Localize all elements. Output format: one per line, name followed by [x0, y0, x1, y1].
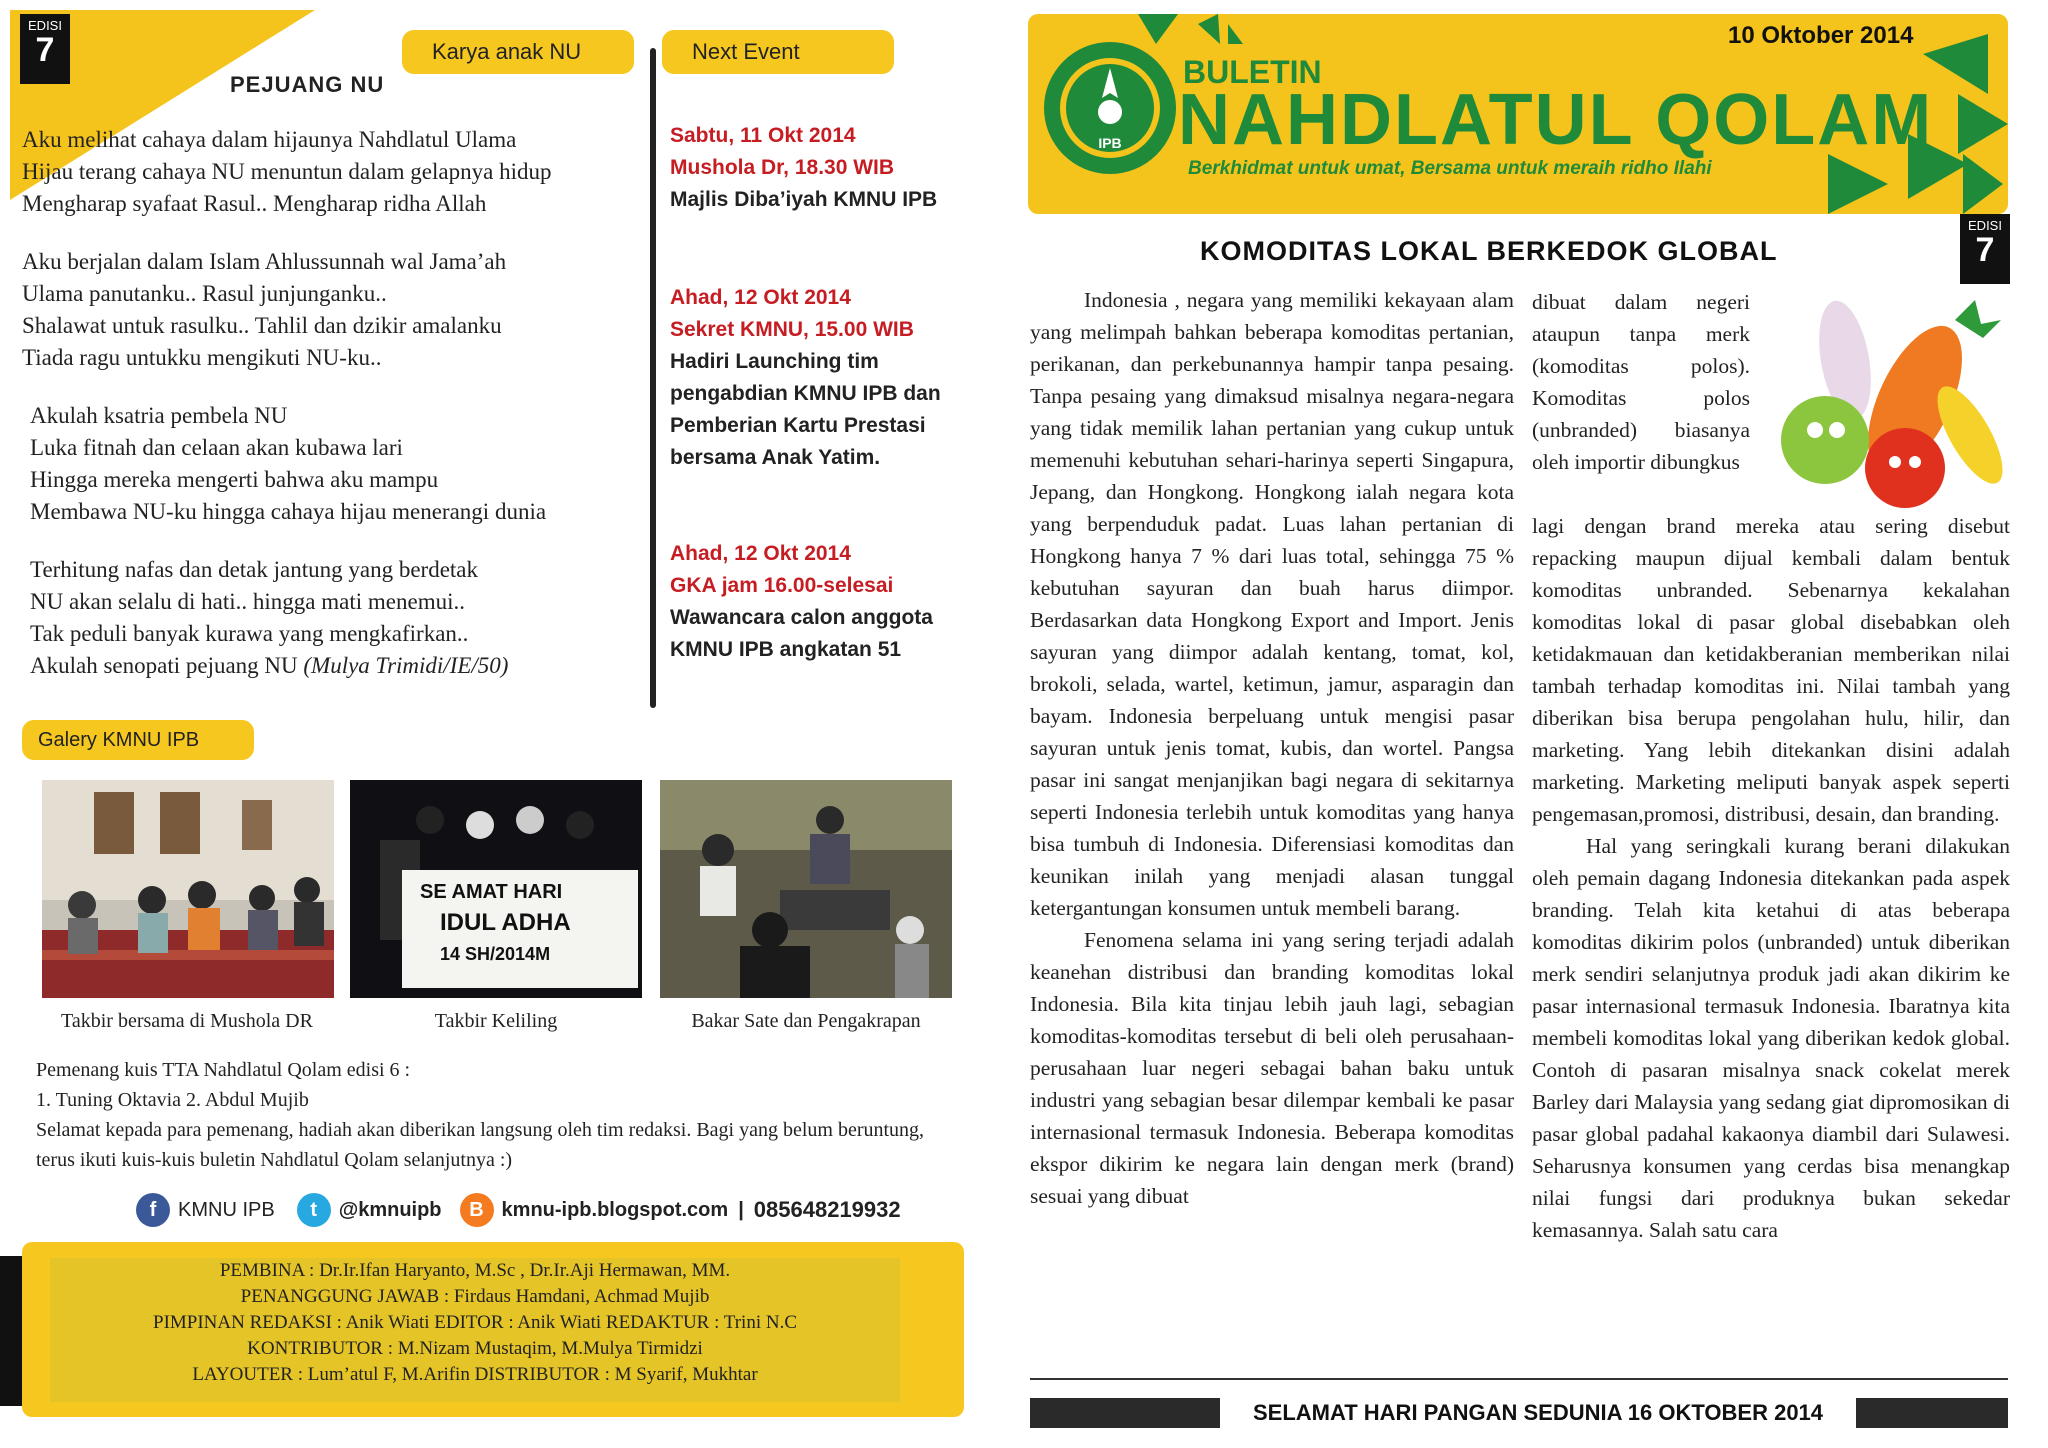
poem-line: Aku berjalan dalam Islam Ahlussunnah wal Jama’ah [22, 249, 507, 274]
poem-line: Luka fitnah dan celaan akan kubawa lari [30, 435, 403, 460]
credit-line: KONTRIBUTOR : M.Nizam Mustaqim, M.Mulya Tirmidzi [247, 1338, 703, 1359]
logo-text: IPB [1098, 135, 1122, 151]
event-place: Sekret KMNU, 15.00 WIB [670, 318, 914, 341]
photo-caption: Takbir Keliling [434, 1010, 558, 1032]
event-2 [670, 282, 970, 474]
edition-badge-right [1960, 214, 2010, 284]
poem-stanza [22, 400, 642, 528]
article-paragraph: Indonesia , negara yang memiliki kekayaan alam yang melimpah bahkan beberapa komoditas pertanian, perikanan, dan perkebunannya hampir tanpa pesaing. Tanpa pesaing yang dimaksud misalnya negara-negara yang tidak memilik lahan pertanian yang cukup untuk memenuhi kebutuhan sehari-harinya seperti Singapura, Jepang, dan Hongkong. Hongkong ialah negara kota yang berpenduduk padat. Luas lahan pertanian di Hongkong hanya 7 % dari luas total, sehingga 75 % kebutuhan sayuran dan buah harus diimpor. Berdasarkan data Hongkong Export and Import. Jenis sayuran yang diimpor adalah kentang, tomat, kol, brokoli, selada, wartel, ketimun, jamur, asparagin dan bayam. Indonesia berpeluang untuk mengisi pasar sayuran untuk jenis tomat, kubis, dan wortel. Pangsa pasar ini sangat menjanjikan bagi negara di sekitarnya seperti Indonesia terlebih untuk komoditas yang hanya bisa tumbuh di Indonesia. Diferensiasi komoditas dan keunikan inilah yang menjadi alasan tunggal ketergantungan konsumen untuk membeli barang. [1030, 288, 1514, 920]
credit-line: PENANGGUNG JAWAB : Firdaus Hamdani, Achmad Mujib [240, 1286, 710, 1307]
poem-line: Hijau terang cahaya NU menuntun dalam gelapnya hidup [22, 159, 552, 184]
event-1 [670, 120, 970, 216]
kmnu-logo [1040, 38, 1180, 178]
twitter-link[interactable]: @kmnuipb [338, 1198, 442, 1221]
photo-caption: Bakar Sate dan Pengakrapan [691, 1010, 921, 1032]
poem-line: Akulah senopati pejuang NU [30, 653, 298, 678]
photo-mushola-image [42, 780, 334, 998]
poem-line: Tiada ragu untukku mengikuti NU-ku.. [22, 345, 382, 370]
twitter-icon: t [297, 1193, 331, 1227]
poem-title: PEJUANG NU [230, 72, 385, 97]
masthead-tagline: Berkhidmat untuk umat, Bersama untuk meraih ridho Ilahi [1188, 158, 1712, 179]
side-bar-decoration [0, 1256, 24, 1406]
event-date: Ahad, 12 Okt 2014 [670, 542, 851, 565]
banner-line: SE AMAT HARI [420, 881, 563, 903]
event-desc: Wawancara calon anggota KMNU IPB angkatan 51 [670, 606, 933, 661]
event-date: Ahad, 12 Okt 2014 [670, 286, 851, 309]
event-desc: Hadiri Launching tim pengabdian KMNU IPB dan Pemberian Kartu Prestasi bersama Anak Yatim. [670, 350, 941, 469]
footer-bar-left [1030, 1398, 1220, 1428]
poem-line: Tak peduli banyak kurawa yang mengkafirkan.. [30, 621, 469, 646]
footer-text: SELAMAT HARI PANGAN SEDUNIA 16 OKTOBER 2014 [1252, 1400, 1824, 1425]
article-paragraph: lagi dengan brand mereka atau sering disebut repacking maupun dijual kembali dalam bentuk komoditas unbranded. Sebenarnya kekalahan komoditas lokal di pasar global disebabkan oleh ketidakmauan dan ketidakberanian memberikan nilai tambah terhadap komoditas ini. Nilai tambah yang diberikan bisa berupa pengolahan hulu, hilir, dan marketing. Yang lebih ditekankan disini adalah marketing. Marketing meliputi banyak aspek seperti pengemasan,promosi, distribusi, desain, dan branding. [1532, 514, 2010, 826]
issue-date: 10 Oktober 2014 [1728, 22, 1914, 49]
event-place: GKA jam 16.00-selesai [670, 574, 894, 597]
photo-caption: Takbir bersama di Mushola DR [61, 1010, 313, 1032]
gallery-label: Galery KMNU IPB [22, 720, 254, 760]
facebook-icon: f [136, 1193, 170, 1227]
gallery-photo-sate [660, 780, 952, 998]
article-paragraph: dibuat dalam negeri ataupun tanpa merk (komoditas polos). Komoditas polos (unbranded) biasanya oleh importir dibungkus [1532, 290, 1750, 474]
footer-bar-right [1856, 1398, 2008, 1428]
blog-link[interactable]: kmnu-ipb.blogspot.com [501, 1198, 729, 1221]
karya-label: Karya anak NU [402, 30, 634, 74]
social-separator: | [738, 1198, 744, 1221]
event-place: Mushola Dr, 18.30 WIB [670, 156, 895, 179]
poem-line: Membawa NU-ku hingga cahaya hijau menerangi dunia [30, 499, 547, 524]
poem-line: Ulama panutanku.. Rasul junjunganku.. [22, 281, 387, 306]
facebook-link[interactable]: KMNU IPB [178, 1198, 275, 1221]
credit-line: LAYOUTER : Lum’atul F, M.Arifin DISTRIBUTOR : M Syarif, Mukhtar [192, 1364, 758, 1385]
edition-badge [20, 14, 70, 84]
photo-takbir-image [350, 780, 642, 998]
edition-number: 7 [1975, 231, 1995, 269]
poem-body [22, 124, 642, 708]
masthead-banner [1028, 14, 2008, 214]
article-column-1 [1030, 284, 1514, 1212]
blogger-icon: B [460, 1193, 494, 1227]
column-divider [650, 48, 656, 708]
credit-line: PIMPINAN REDAKSI : Anik Wiati EDITOR : Anik Wiati REDAKTUR : Trini N.C [153, 1312, 797, 1333]
credit-line: PEMBINA : Dr.Ir.Ifan Haryanto, M.Sc , Dr.Ir.Aji Hermawan, MM. [219, 1260, 731, 1281]
poem-line: Mengharap syafaat Rasul.. Mengharap ridha Allah [22, 191, 487, 216]
poem-author: (Mulya Trimidi/IE/50) [303, 653, 509, 678]
poem-line: Akulah ksatria pembela NU [30, 403, 288, 428]
editorial-credits [22, 1242, 964, 1417]
event-date: Sabtu, 11 Okt 2014 [670, 124, 856, 147]
masthead-kicker: BULETIN [1183, 54, 1322, 90]
edition-label: EDISI [28, 18, 62, 33]
edition-label: EDISI [1968, 218, 2002, 233]
gallery-photo-mushola [42, 780, 334, 998]
event-3 [670, 538, 970, 666]
article-paragraph: Hal yang seringkali kurang berani dilakukan oleh pemain dagang Indonesia ditekankan pada aspek branding. Telah kita ketahui di atas beberapa komoditas dikirim polos (unbranded) untuk diberikan merk sendiri selanjutnya produk jadi akan dikirim ke pasar internasional termasuk Indonesia. Ibaratnya kita membeli komoditas lokal yang diberikan kedok global. Contoh di pasaran misalnya snack cokelat merek Barley dari Malaysia yang sedang giat dipromosikan di pasar global padahal kakaonya diambil dari Sulawesi. Seharusnya konsumen yang cerdas bisa menangkap nilai fungsi dari produknya bukan sekedar kemasannya. Salah satu cara [1532, 834, 2010, 1242]
masthead-title: NAHDLATUL QOLAM [1178, 80, 1934, 160]
next-event-label: Next Event [662, 30, 894, 74]
poem-stanza [22, 124, 642, 220]
banner-line: 14 SH/2014M [440, 944, 551, 964]
phone-number: 085648219932 [753, 1197, 901, 1222]
winners-intro: Pemenang kuis TTA Nahdlatul Qolam edisi 6 : [36, 1059, 411, 1081]
article-column-2 [1532, 510, 2010, 1246]
poem-line: Aku melihat cahaya dalam hijaunya Nahdlatul Ulama [22, 127, 517, 152]
winners-note: Selamat kepada para pemenang, hadiah akan diberikan langsung oleh tim redaksi. Bagi yang belum beruntung, terus ikuti kuis-kuis buletin Nahdlatul Qolam selanjutnya :) [36, 1119, 925, 1171]
event-desc: Majlis Diba’iyah KMNU IPB [670, 188, 938, 211]
poem-stanza [22, 246, 642, 374]
quiz-winners [36, 1055, 956, 1175]
edition-number: 7 [35, 31, 55, 69]
vegetables-illustration [1765, 290, 2005, 515]
poem-line: NU akan selalu di hati.. hingga mati menemui.. [30, 589, 465, 614]
photo-sate-image [660, 780, 952, 998]
poem-stanza [22, 554, 642, 682]
footer-rule [1030, 1378, 2008, 1380]
poem-line: Hingga mereka mengerti bahwa aku mampu [30, 467, 439, 492]
banner-line: IDUL ADHA [440, 909, 571, 936]
article-paragraph: Fenomena selama ini yang sering terjadi adalah keanehan distribusi dan branding komoditas lokal Indonesia. Bila kita tinjau lebih jauh lagi, sebagian komoditas-komoditas tersebut di beli oleh perusahaan-perusahaan luar negeri sebagai bahan baku untuk industri yang sebagian besar dilempar kembali ke pasar internasional termasuk Indonesia. Beberapa komoditas ekspor dikirim ke negara lain dengan merk (brand) sesuai yang dibuat [1030, 928, 1514, 1208]
social-links [136, 1190, 901, 1230]
article-column-2-top [1532, 286, 1750, 478]
poem-line: Shalawat untuk rasulku.. Tahlil dan dzikir amalanku [22, 313, 502, 338]
poem-line: Terhitung nafas dan detak jantung yang berdetak [30, 557, 479, 582]
winners-names: 1. Tuning Oktavia 2. Abdul Mujib [36, 1089, 309, 1111]
gallery-photo-takbir [350, 780, 642, 998]
article-headline: KOMODITAS LOKAL BERKEDOK GLOBAL [1200, 236, 1778, 266]
credits-box [50, 1258, 900, 1402]
